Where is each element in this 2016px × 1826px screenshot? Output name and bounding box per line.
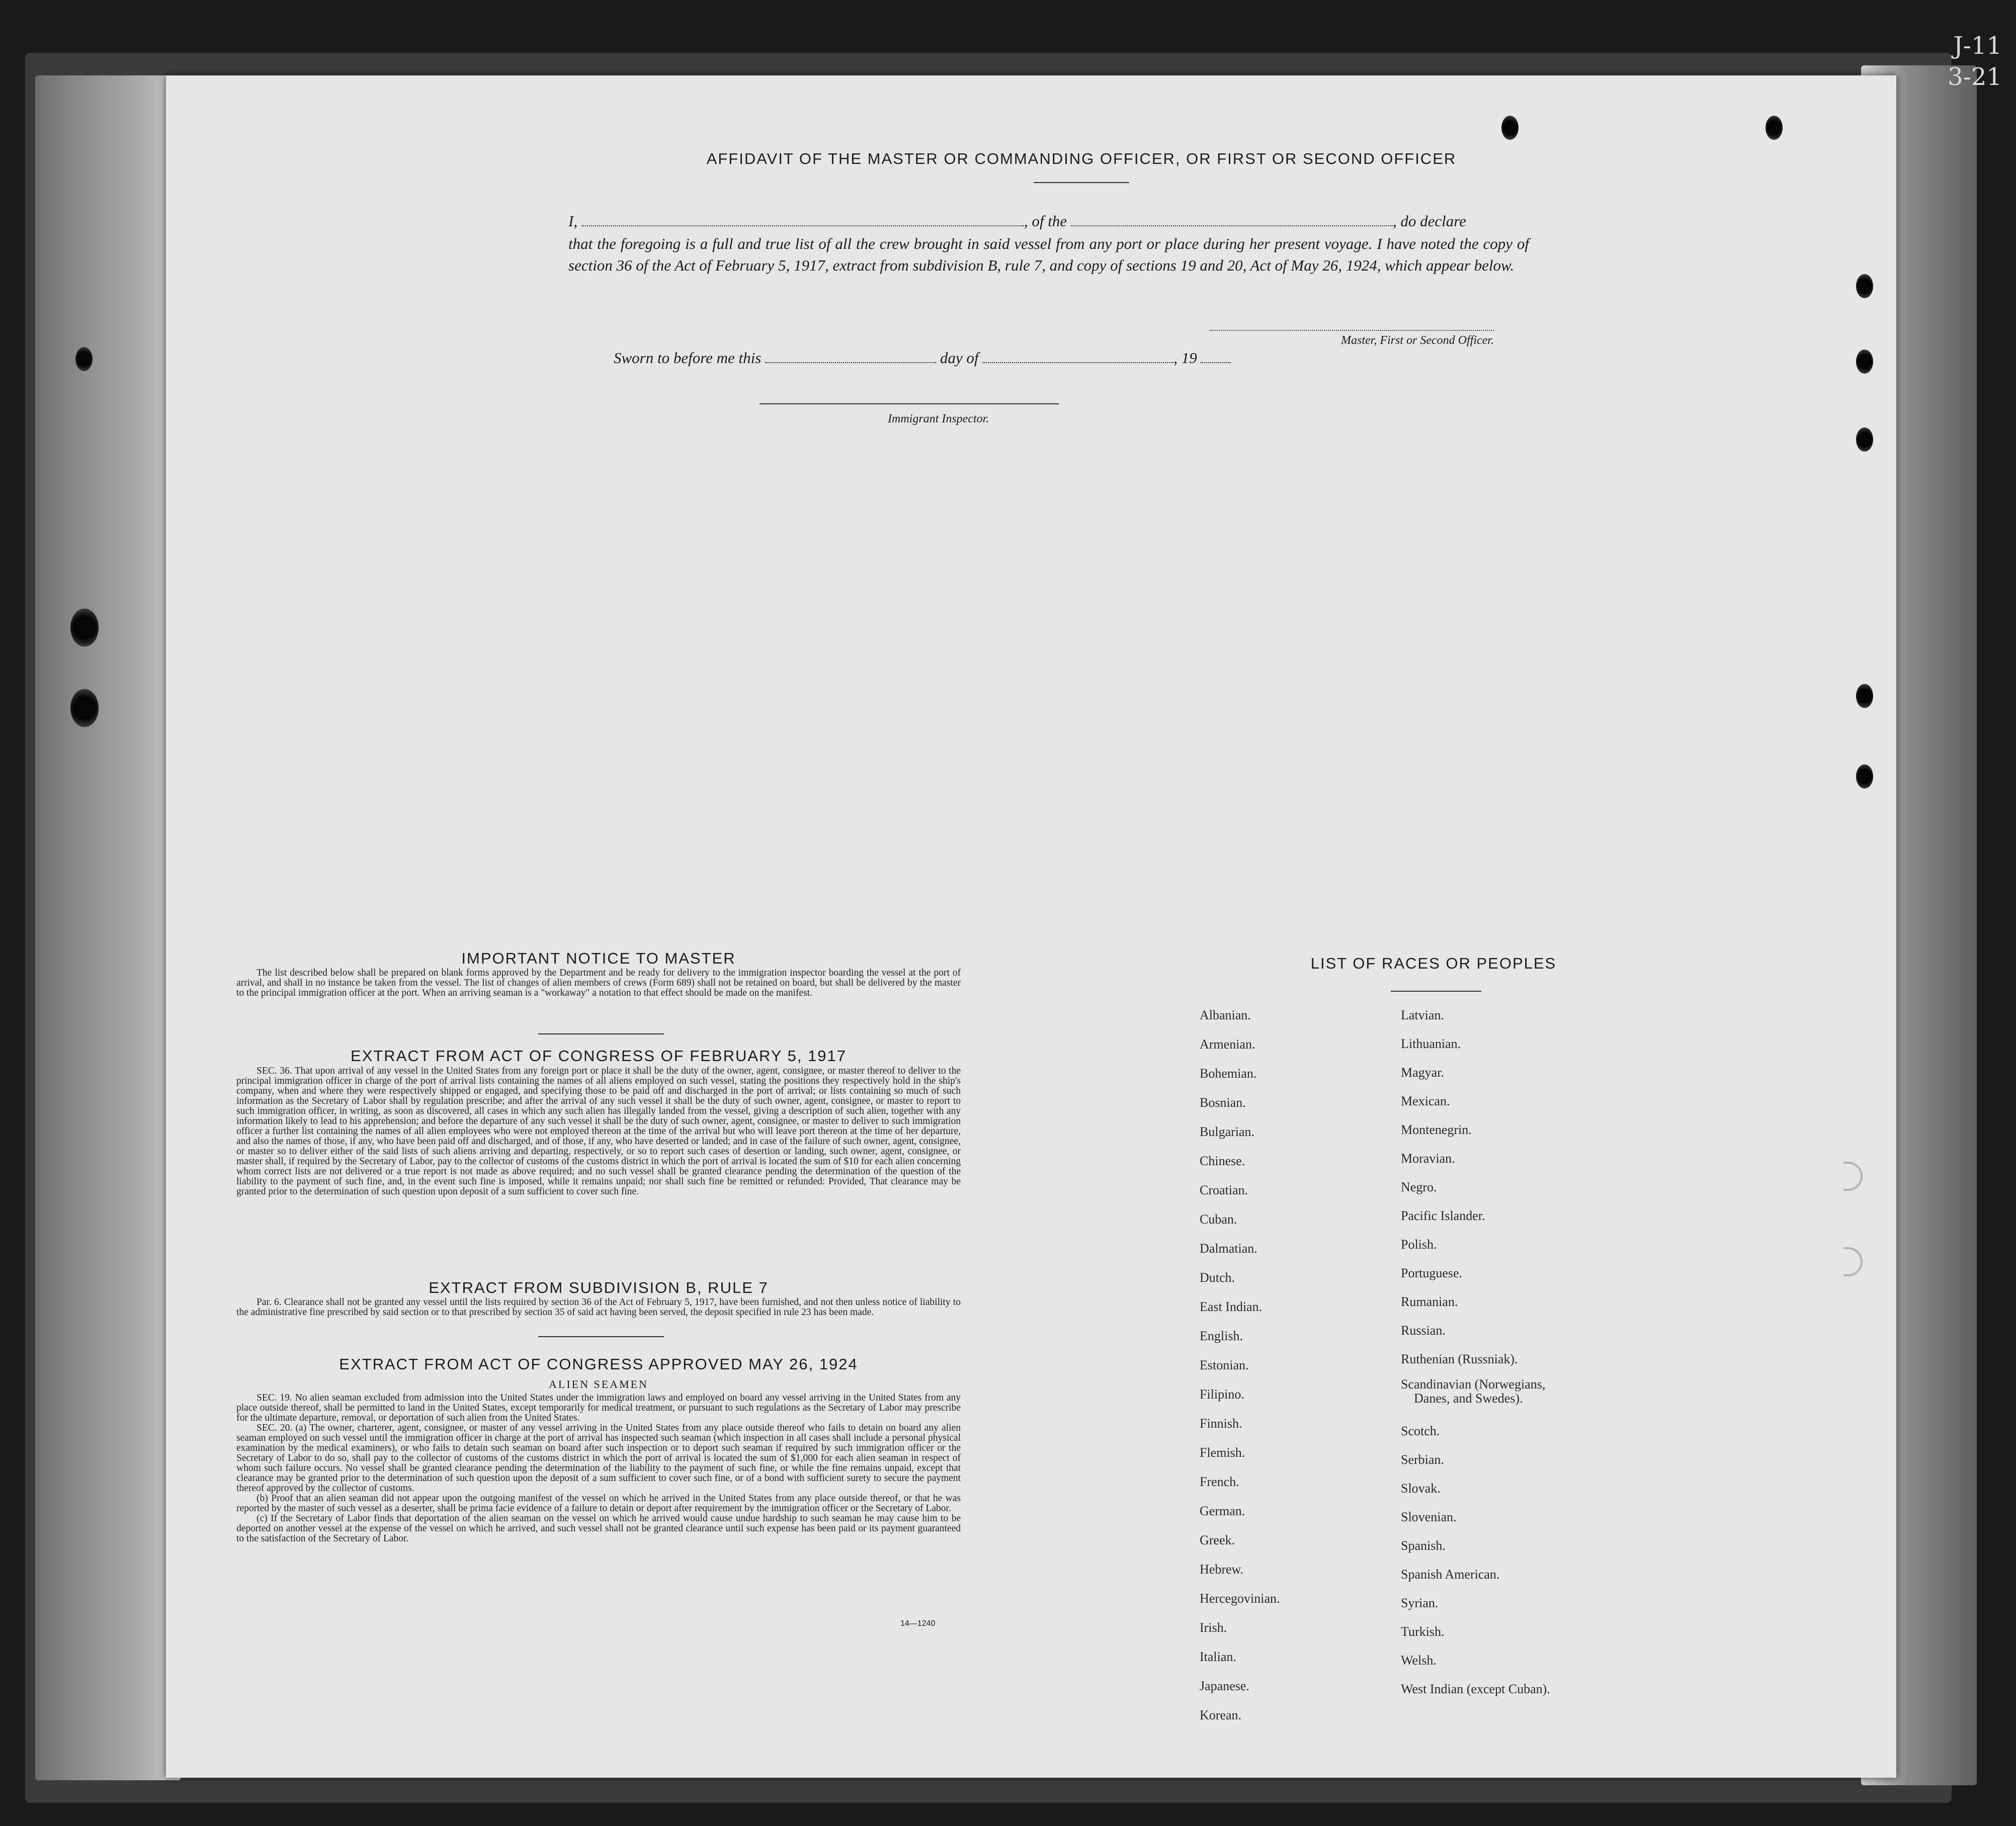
race-item: German. (1200, 1504, 1245, 1518)
extract-1924-paragraph: SEC. 20. (a) The owner, charterer, agent, consignee, or master of any vessel arriving in the United States from any place outside thereof who fails to detain on board any alien seaman employed on such vessel until the immigration officer in charge at the port of arrival has inspected such seaman (which inspection in all cases shall include a personal physical examination by the medical examiners), or who fails to detain such seaman on board after such inspection or to deport such seaman if required by such immigration officer or the Secretary of Labor to do so, shall pay to the collector of customs of the customs district in which the port of arrival is located the sum of $1,000 for each alien seaman in respect of whom such failure occurs. No vessel shall be granted clearance pending the determination of the liability to the payment of such fine, or while the fine remains unpaid, except that clearance may be granted prior to the determination of such question upon the deposit of a sum sufficient to cover such fine, or of a bond with sufficient surety to secure the payment thereof approved by the collector of customs. (236, 1423, 961, 1494)
extract-rule7-title: EXTRACT FROM SUBDIVISION B, RULE 7 (429, 1279, 769, 1296)
race-item: Serbian. (1401, 1452, 1444, 1467)
race-item: English. (1200, 1329, 1243, 1343)
race-item: Bosnian. (1200, 1095, 1246, 1110)
race-item: Latvian. (1401, 1008, 1444, 1022)
extract-1924-title: EXTRACT FROM ACT OF CONGRESS APPROVED MAY 26, 1924 (339, 1355, 858, 1373)
race-item: Greek. (1200, 1533, 1235, 1547)
inspector-label: Immigrant Inspector. (888, 412, 989, 425)
race-item: Welsh. (1401, 1653, 1437, 1668)
race-item: East Indian. (1200, 1299, 1263, 1314)
race-item: Flemish. (1200, 1445, 1245, 1460)
affidavit-do-declare-label: , do declare (1392, 212, 1466, 230)
race-item: Cuban. (1200, 1212, 1237, 1227)
divider (1034, 182, 1129, 183)
page-stack-left-edge (35, 75, 181, 1780)
race-item: Turkish. (1401, 1624, 1445, 1639)
race-item: Croatian. (1200, 1183, 1248, 1197)
race-item: Hercegovinian. (1200, 1591, 1280, 1606)
punch-hole-outline-icon (1843, 1162, 1863, 1191)
affidavit-of-the-label: , of the (1024, 212, 1067, 230)
notice-title: IMPORTANT NOTICE TO MASTER (461, 949, 736, 967)
divider (1391, 991, 1481, 992)
race-item: Syrian. (1401, 1596, 1439, 1610)
race-item: Bohemian. (1200, 1066, 1257, 1081)
race-item: Mexican. (1401, 1094, 1450, 1108)
corner-note-line: J-11 (1953, 32, 2002, 60)
extract-1924-paragraph: (b) Proof that an alien seaman did not appear upon the outgoing manifest of the vessel on which he arrived in the United States from any place outside thereof, or that he was reported by the master of such vessel as a deserter, shall be prima facie evidence of a failure to detain or deport after requirement by the immigration officer or the Secretary of Labor. (236, 1493, 961, 1514)
race-item: West Indian (except Cuban). (1401, 1682, 1550, 1696)
race-item: Irish. (1200, 1620, 1227, 1635)
punch-hole-outline-icon (1843, 1247, 1863, 1276)
vessel-field[interactable] (1071, 210, 1393, 226)
race-item: Negro. (1401, 1180, 1437, 1194)
race-item: Montenegrin. (1401, 1122, 1472, 1137)
race-item: Ruthenian (Russniak). (1401, 1352, 1518, 1366)
race-item: Portuguese. (1401, 1266, 1463, 1280)
inspector-signature-line[interactable] (760, 403, 1059, 404)
punch-hole-icon (1856, 427, 1873, 452)
race-item: Russian. (1401, 1323, 1446, 1338)
notice-paragraph: The list described below shall be prepared on blank forms approved by the Department and be ready for delivery to the immigration inspector boarding the vessel at the port of arrival, and shall in no instance be taken from the vessel. The list of changes of alien members of crews (Form 689) shall not be retained on board, but shall be delivered by the master to the principal immigration officer at the port. When an arriving seaman is a "workaway" a notation to that effect should be made on the manifest. (236, 968, 961, 998)
race-item: Slovak. (1401, 1481, 1441, 1496)
race-item: Dalmatian. (1200, 1241, 1257, 1256)
race-item: Japanese. (1200, 1679, 1249, 1693)
races-column-1 (1200, 1001, 1280, 1730)
race-item: Italian. (1200, 1649, 1236, 1664)
race-item: Chinese. (1200, 1154, 1245, 1168)
race-item: Lithuanian. (1401, 1036, 1461, 1051)
race-item: French. (1200, 1474, 1239, 1489)
punch-hole-icon (1766, 116, 1783, 140)
race-item: Hebrew. (1200, 1562, 1244, 1577)
race-item: Bulgarian. (1200, 1124, 1255, 1139)
race-item: Estonian. (1200, 1358, 1249, 1372)
sworn-label: Sworn to before me this (614, 349, 762, 367)
races-title: LIST OF RACES OR PEOPLES (1310, 954, 1557, 972)
extract-1924-text (236, 1393, 961, 1544)
affidavit-i-label: I, (568, 212, 578, 230)
punch-hole-icon (1856, 684, 1873, 708)
punch-hole-icon (1856, 274, 1873, 298)
affidavit-title: AFFIDAVIT OF THE MASTER OR COMMANDING OFFICER, OR FIRST OR SECOND OFFICER (706, 150, 1457, 167)
race-item: Polish. (1401, 1237, 1437, 1252)
race-item: Scandinavian (Norwegians, Danes, and Swedes). (1401, 1377, 1546, 1406)
race-item: Moravian. (1401, 1151, 1455, 1166)
name-field[interactable] (581, 210, 1024, 226)
binder-hole-icon (70, 689, 99, 727)
extract-1924-paragraph: (c) If the Secretary of Labor finds that deportation of the alien seaman on the vessel on which he arrived would cause undue hardship to such seaman he may cause him to be deported on another vessel at the expense of the vessel on which he arrived, and such vessel shall not be granted clearance until such expense has been paid or its payment guaranteed to the satisfaction of the Secretary of Labor. (236, 1513, 961, 1544)
form-number: 14—1240 (900, 1619, 936, 1628)
signature-label: Master, First or Second Officer. (1341, 334, 1494, 347)
races-list (1200, 1001, 1763, 1735)
extract-rule7-paragraph: Par. 6. Clearance shall not be granted any vessel until the lists required by section 36 of the Act of February 5, 1917, have been furnished, and not then unless notice of liability to the administrative fine prescribed by said section or to that prescribed by section 35 of said act having been served, the deposit specified in rule 23 has been made. (236, 1297, 961, 1318)
affidavit-declaration-line (568, 210, 1695, 230)
race-item: Slovenian. (1401, 1510, 1457, 1524)
document-page (166, 75, 1896, 1778)
sworn-day-field[interactable] (765, 347, 936, 363)
race-item: Spanish American. (1401, 1567, 1500, 1582)
signature-line[interactable] (1210, 330, 1494, 332)
race-item: Rumanian. (1401, 1294, 1458, 1309)
binder-hole-icon (70, 608, 99, 647)
divider (538, 1336, 664, 1337)
race-item: Magyar. (1401, 1065, 1444, 1080)
notice-text (236, 968, 961, 998)
year-prefix-label: , 19 (1173, 349, 1197, 367)
race-item: Filipino. (1200, 1387, 1244, 1402)
race-item: Armenian. (1200, 1037, 1255, 1052)
race-item: Albanian. (1200, 1008, 1251, 1022)
corner-handwritten-note (1891, 30, 2002, 93)
extract-1924-subtitle: ALIEN SEAMEN (549, 1378, 648, 1390)
sworn-month-field[interactable] (982, 347, 1173, 363)
extract-1917-paragraph: SEC. 36. That upon arrival of any vessel in the United States from any foreign port or place it shall be the duty of the owner, agent, consignee, or master thereof to deliver to the principal immigration officer in charge of the port of arrival lists containing the names of all aliens employed on such vessel, stating the positions they respectively hold in the ship's company, when and where they were respectively shipped or engaged, and specifying those to be paid off and discharged in the port of arrival; or lists containing so much of such information as the Secretary of Labor shall by regulation prescribe; and after the arrival of any such vessel it shall be the duty of such owner, agent, consignee, or master to report to such immigration officer, in writing, as soon as discovered, all cases in which any such alien has illegally landed from the vessel, giving a description of such alien, together with any information likely to lead to his apprehension; and before the departure of any such vessel it shall be the duty of such owner, agent, consignee, or master to deliver to such immigration officer a further list containing the names of all alien employees who were not employed thereon at the time of the arrival but who will leave port thereon at the time of her departure, and also the names of those, if any, who have been paid off and discharged, and of those, if any, who have deserted or landed; and in case of the failure of such owner, agent, consignee, or master so to deliver either of the said lists of such aliens arriving and departing, respectively, or so to report such cases of desertion or landing, such owner, agent, consignee, or master shall, if required by the Secretary of Labor, pay to the collector of customs of the customs district in which the port of arrival is located the sum of $10 for each alien concerning whom correct lists are not delivered or a true report is not made as above required; and no such vessel shall be granted clearance pending the determination of the question of the liability to the payment of such fine, and, in the event such fine is imposed, while it remains unpaid; nor shall such fine be remitted or refunded: Provided, That clearance may be granted prior to the determination of such question upon deposit of a sum sufficient to cover such fine. (236, 1066, 961, 1197)
extract-1917-text (236, 1066, 961, 1197)
sworn-line (614, 347, 1418, 367)
day-of-label: day of (940, 349, 979, 367)
divider (538, 1033, 664, 1034)
punch-hole-icon (1856, 350, 1873, 374)
binder-hole-icon (75, 347, 93, 371)
punch-hole-icon (1501, 116, 1519, 140)
race-item: Finnish. (1200, 1416, 1242, 1431)
extract-1917-title: EXTRACT FROM ACT OF CONGRESS OF FEBRUARY 5, 1917 (350, 1047, 847, 1065)
extract-1924-paragraph: SEC. 19. No alien seaman excluded from admission into the United States under the immigration laws and employed on board any vessel arriving in the United States from any place outside thereof, shall be permitted to land in the United States, except temporarily for medical treatment, or pursuant to such regulations as the Secretary of Labor may prescribe for the ultimate departure, removal, or deportation of such alien from the United States. (236, 1393, 961, 1423)
race-item: Spanish. (1401, 1538, 1446, 1553)
corner-note-line: 3-21 (1948, 63, 2002, 91)
sworn-year-field[interactable] (1201, 347, 1231, 363)
race-item: Dutch. (1200, 1270, 1235, 1285)
race-item: Korean. (1200, 1708, 1242, 1722)
race-item: Pacific Islander. (1401, 1208, 1485, 1223)
extract-rule7-text (236, 1297, 961, 1318)
races-column-2 (1401, 1001, 1550, 1703)
race-item: Scotch. (1401, 1424, 1440, 1438)
affidavit-body: that the foregoing is a full and true list of all the crew brought in said vessel from any port or place during her present voyage. I have noted the copy of section 36 of the Act of February 5, 1917, extract from subdivision B, rule 7, and copy of sections 19 and 20, Act of May 26, 1924, which appear below. (568, 235, 1529, 274)
punch-hole-icon (1856, 764, 1873, 789)
